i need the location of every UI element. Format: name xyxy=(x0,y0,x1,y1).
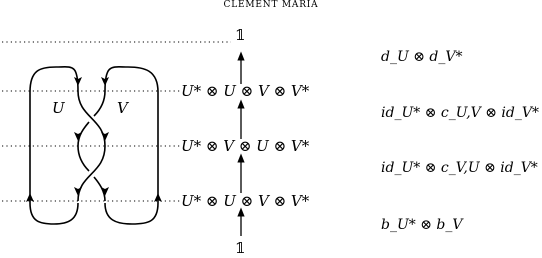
arrow-low-left-down xyxy=(74,187,82,196)
object-level-3: U* ⊗ U ⊗ V ⊗ V* xyxy=(181,192,310,210)
level-lines xyxy=(2,42,231,201)
object-level-2: U* ⊗ V ⊗ U ⊗ V* xyxy=(181,137,310,155)
right-outer-strand xyxy=(105,67,158,224)
morphism-2: id_U* ⊗ c_U,V ⊗ id_V* xyxy=(381,105,539,121)
crossing-lower-b xyxy=(78,146,89,171)
object-level-1: U* ⊗ U ⊗ V ⊗ V* xyxy=(181,82,310,100)
crossing-upper-b xyxy=(94,91,105,116)
morphism-3: id_U* ⊗ c_V,U ⊗ id_V* xyxy=(381,160,538,176)
morphism-4: b_U* ⊗ b_V xyxy=(381,217,463,233)
crossing-upper-a xyxy=(78,91,105,146)
left-outer-strand xyxy=(30,67,78,224)
crossing-lower-a xyxy=(78,146,105,201)
strand-arrows xyxy=(26,77,162,202)
arrow-mid-right-down xyxy=(101,132,109,141)
unit-bottom: 𝟙 xyxy=(235,239,246,257)
strand-label-right: V xyxy=(117,99,128,117)
arrow-right-top-down xyxy=(101,77,109,86)
strand-label-left: U xyxy=(52,99,65,117)
arrow-mid-left-down xyxy=(74,132,82,141)
morphism-1: d_U ⊗ d_V* xyxy=(381,49,463,65)
unit-top: 𝟙 xyxy=(235,26,246,44)
running-head: CLÉMENT MARIA xyxy=(223,0,319,10)
